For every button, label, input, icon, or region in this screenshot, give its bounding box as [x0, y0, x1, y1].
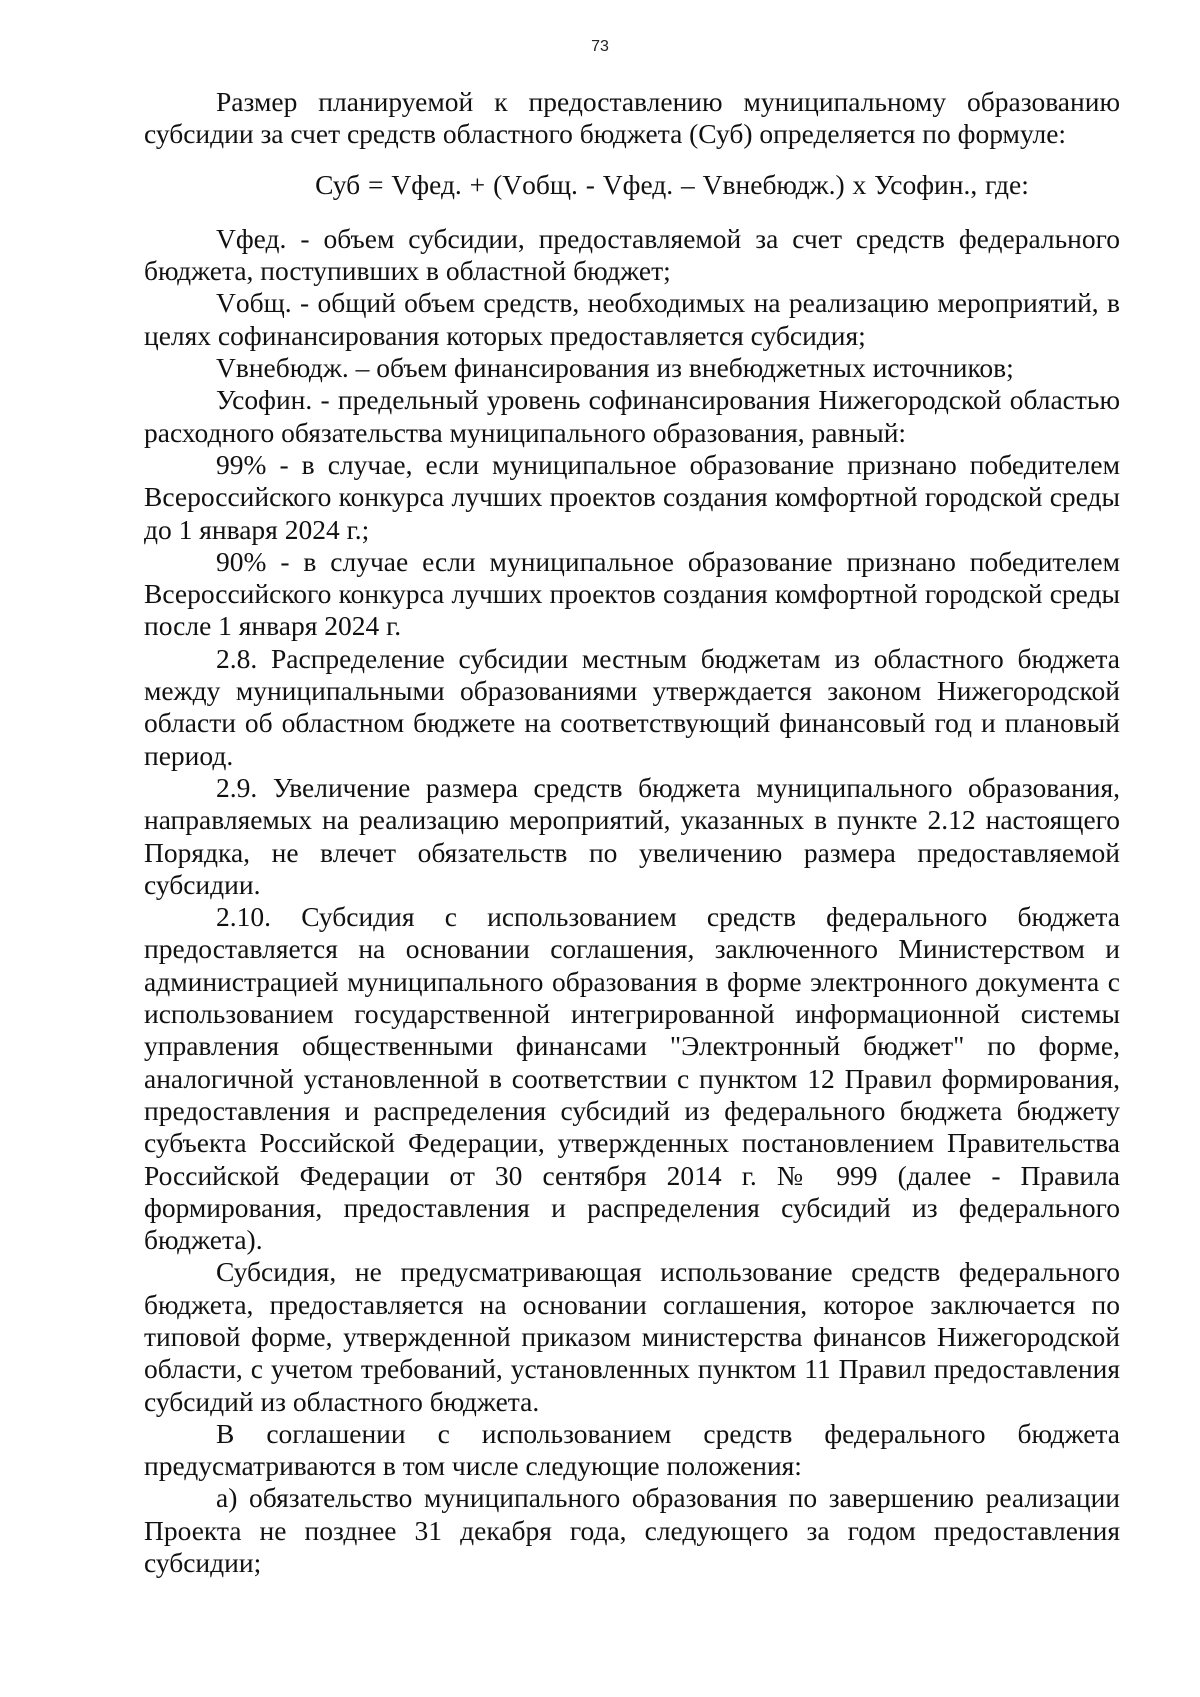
paragraph-subsidy-without-federal-funds: Субсидия, не предусматривающая использование средств федерального бюджета, предоставляется на основании соглашения, которое заключается по типовой форме, утвержденной приказом министерства финансов Нижегородской области, с учетом требований, установленных пунктом 11 Правил предоставления субсидий из областного бюджета.: [144, 1256, 1120, 1417]
paragraph-intro: Размер планируемой к предоставлению муниципальному образованию субсидии за счет средств областного бюджета (Суб) определяется по формуле:: [144, 86, 1120, 150]
definition-usofin: Усофин. - предельный уровень софинансирования Нижегородской областью расходного обязательства муниципального образования, равный:: [144, 384, 1120, 448]
definition-vvnebudzh: Vвнебюдж. – объем финансирования из внебюджетных источников;: [216, 352, 1014, 384]
document-body: [144, 86, 1120, 1579]
list-item-a: а) обязательство муниципального образования по завершению реализации Проекта не позднее 31 декабря года, следующего за годом предоставления субсидии;: [144, 1482, 1120, 1579]
definition-vobsch: Vобщ. - общий объем средств, необходимых на реализацию мероприятий, в целях софинансирования которых предоставляется субсидия;: [144, 287, 1120, 351]
rate-99-percent: 99% - в случае, если муниципальное образование признано победителем Всероссийского конкурса лучших проектов создания комфортной городской среды до 1 января 2024 г.;: [144, 448, 1120, 545]
formula: Суб = Vфед. + (Vобщ. - Vфед. – Vвнебюдж.) x Усофин., где:: [315, 168, 1029, 200]
definition-vfed: Vфед. - объем субсидии, предоставляемой за счет средств федерального бюджета, поступивших в областной бюджет;: [144, 222, 1120, 287]
rate-90-percent: 90% - в случае если муниципальное образование признано победителем Всероссийского конкурса лучших проектов создания комфортной городской среды после 1 января 2024 г.: [144, 545, 1120, 642]
page-number: 73: [591, 38, 609, 55]
clause-2-8: 2.8. Распределение субсидии местным бюджетам из областного бюджета между муниципальными образованиями утверждается законом Нижегородской области об областном бюджете на соответствующий финансовый год и плановый период.: [144, 642, 1120, 771]
clause-2-10: 2.10. Субсидия с использованием средств федерального бюджета предоставляется на основании соглашения, заключенного Министерством и администрацией муниципального образования в форме электронного документа с использованием государственной интегрированной информационной системы управления общественными финансами "Электронный бюджет" по форме, аналогичной установленной в соответствии с пунктом 12 Правил формирования, предоставления и распределения субсидий из федерального бюджета бюджету субъекта Российской Федерации, утвержденных постановлением Правительства Российской Федерации от 30 сентября 2014 г. № 999 (далее - Правила формирования, предоставления и распределения субсидий из федерального бюджета).: [144, 901, 1120, 1256]
paragraph-agreement-intro: В соглашении с использованием средств федерального бюджета предусматриваются в том числе следующие положения:: [144, 1417, 1120, 1482]
clause-2-9: 2.9. Увеличение размера средств бюджета муниципального образования, направляемых на реализацию мероприятий, указанных в пункте 2.12 настоящего Порядка, не влечет обязательств по увеличению размера предоставляемой субсидии.: [144, 771, 1120, 900]
